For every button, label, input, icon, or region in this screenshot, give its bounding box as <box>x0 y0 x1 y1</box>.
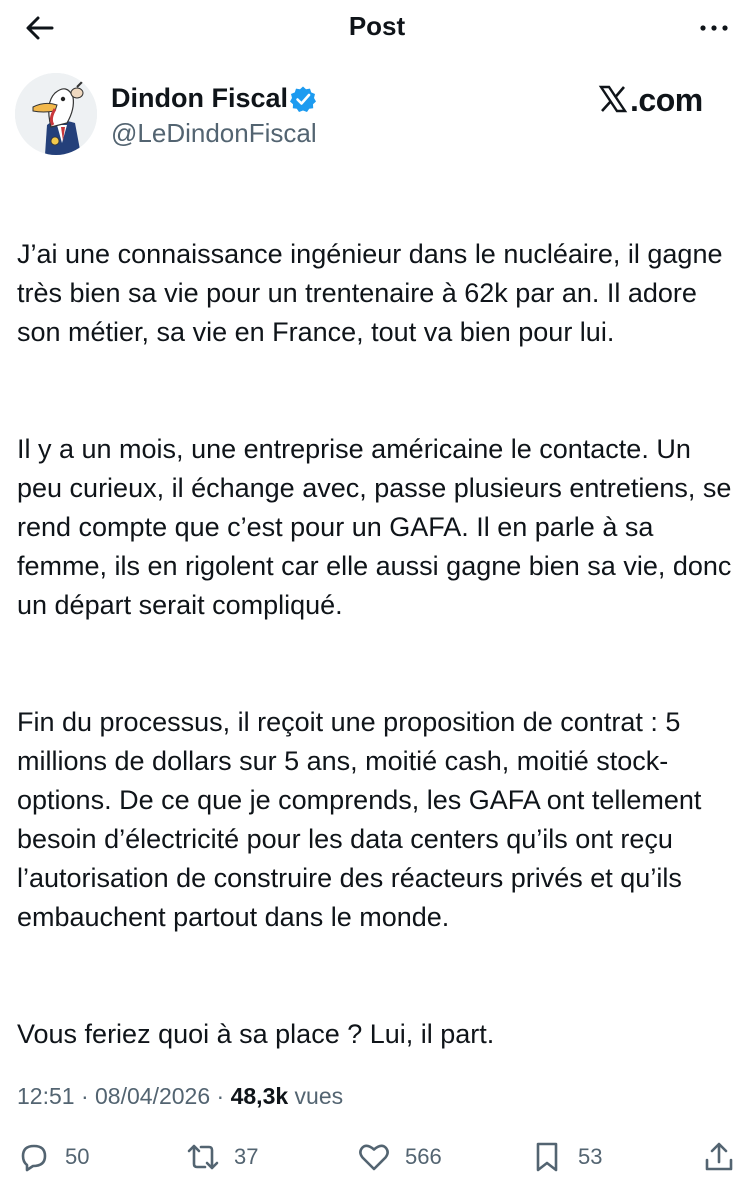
tweet-body <box>17 196 742 1093</box>
author-name[interactable]: Dindon Fiscal <box>111 83 289 113</box>
avatar[interactable] <box>15 73 97 155</box>
meta-separator: · <box>80 1083 96 1109</box>
share-button[interactable] <box>702 1136 736 1178</box>
repost-count: 37 <box>234 1144 259 1169</box>
more-icon[interactable] <box>696 12 732 44</box>
tweet-meta <box>17 1080 343 1112</box>
x-logo-icon <box>598 83 628 113</box>
x-watermark-suffix: .com <box>630 82 703 118</box>
bookmark-icon <box>530 1140 564 1174</box>
tweet-time[interactable]: 12:51 <box>17 1083 75 1109</box>
action-bar <box>0 1136 754 1178</box>
tweet-paragraph: J’ai une connaissance ingénieur dans le nucléaire, il gagne très bien sa vie pour un trentenaire à 62k par an. Il adore son métier, sa vie en France, tout va bien pour lui. <box>17 239 723 347</box>
tweet-paragraph: Il y a un mois, une entreprise américaine le contacte. Un peu curieux, il échange avec, passe plusieurs entretiens, se rend compte que c’est pour un GAFA. Il en parle à sa femme, ils en rigolent car elle aussi gagne bien sa vie, donc un départ serait compliqué. <box>17 434 732 620</box>
x-watermark <box>598 80 703 120</box>
reply-count: 50 <box>65 1144 90 1169</box>
tweet-date[interactable]: 08/04/2026 <box>95 1083 211 1109</box>
verified-badge-icon <box>289 85 317 113</box>
share-icon <box>702 1140 736 1174</box>
reply-button[interactable] <box>17 1136 89 1178</box>
like-count: 566 <box>405 1144 442 1169</box>
meta-separator: · <box>216 1083 231 1109</box>
like-icon <box>357 1140 391 1174</box>
bookmark-button[interactable] <box>530 1136 602 1178</box>
repost-icon <box>186 1140 220 1174</box>
bookmark-count: 53 <box>578 1144 603 1169</box>
tweet-paragraph: Vous feriez quoi à sa place ? Lui, il part. <box>17 1019 495 1049</box>
view-count: 48,3k <box>230 1083 289 1109</box>
page-title: Post <box>348 11 406 41</box>
top-bar <box>0 0 754 56</box>
author-handle[interactable]: @LeDindonFiscal <box>111 118 317 148</box>
repost-button[interactable] <box>186 1136 258 1178</box>
tweet-paragraph: Fin du processus, il reçoit une proposition de contrat : 5 millions de dollars sur 5 ans, moitié cash, moitié stock-options. De ce que je comprends, les GAFA ont tellement besoin d’électricité pour les data centers qu’ils ont reçu l’autorisation de construire des réacteurs privés et qu’ils embauchent partout dans le monde. <box>17 707 702 932</box>
like-button[interactable] <box>357 1136 442 1178</box>
reply-icon <box>17 1140 51 1174</box>
views-label: vues <box>294 1083 344 1109</box>
